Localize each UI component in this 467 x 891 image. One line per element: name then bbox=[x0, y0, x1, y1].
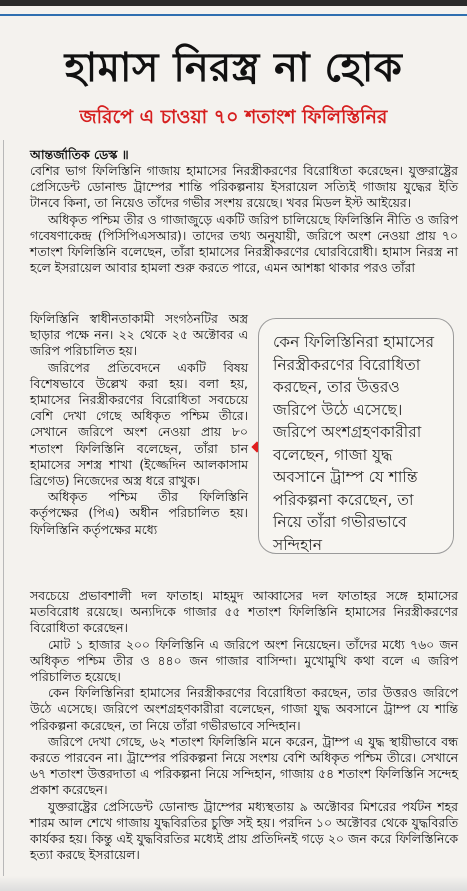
top-rule bbox=[0, 0, 467, 6]
paragraph: মোট ১ হাজার ২০০ ফিলিস্তিনি এ জরিপে অংশ নিয়েছেন। তাঁদের মধ্যে ৭৬০ জন অধিকৃত পশ্চিম তীর ও ৪৪০ জন গাজার বাসিন্দা। মুখোমুখি কথা বলে এ জরিপ পরিচালিত হয়েছে। bbox=[30, 636, 458, 685]
paragraph: সবচেয়ে প্রভাবশালী দল ফাতাহ। মাহমুদ আব্বাসের দল ফাতাহর সঙ্গে হামাসের মতবিরোধ রয়েছে। অন্যদিকে গাজার ৫৫ শতাংশ ফিলিস্তিনি হামাসের নিরস্ত্রীকরণের বিরোধিতা করেছেন। bbox=[30, 588, 458, 636]
paragraph: অধিকৃত পশ্চিম তীর ও গাজাজুড়ে একটি জরিপ চালিয়েছে ফিলিস্তিনি নীতি ও জরিপ গবেষণাকেন্দ্র (পিসিপিএসআর)। তাদের তথ্য অনুযায়ী, জরিপে অংশ নেওয়া প্রায় ৭০ শতাংশ ফিলিস্তিনি বলেছেন, তাঁরা হামাসের নিরস্ত্রীকরণের ঘোরবিরোধী। হামাস নিরস্ত্র না হলে ইসরায়েল আবার হামলা শুরু করতে পারে, এমন আশঙ্কা থাকার পরও তাঁরা bbox=[30, 211, 458, 276]
article-body-bottom bbox=[30, 588, 458, 863]
page-bottom-edge bbox=[0, 876, 467, 891]
column-divider bbox=[3, 140, 4, 880]
article-body-top bbox=[30, 163, 458, 276]
paragraph: জরিপে দেখা গেছে, ৬২ শতাংশ ফিলিস্তিনি মনে করেন, ট্রাম্প এ যুদ্ধ স্থায়ীভাবে বন্ধ করতে পারবেন না। ট্রাম্পের পরিকল্পনা নিয়ে সংশয় বেশি অধিকৃত পশ্চিম তীরে। সেখানে ৬৭ শতাংশ উত্তরদাতা এ পরিকল্পনা নিয়ে সন্দিহান, গাজায় ৫৪ শতাংশ ফিলিস্তিনি সন্দেহ প্রকাশ করেছেন। bbox=[30, 733, 458, 798]
paragraph: বেশির ভাগ ফিলিস্তিনি গাজায় হামাসের নিরস্ত্রীকরণের বিরোধিতা করেছেন। যুক্তরাষ্ট্রের প্রেসিডেন্ট ডোনাল্ড ট্রাম্পের শান্তি পরিকল্পনায় ইসরায়েল সত্যিই গাজায় যুদ্ধের ইতি টানবে কিনা, তা নিয়েও তাঁদের গভীর সংশয় রয়েছে। খবর মিডল ইস্ট আইয়ের। bbox=[30, 163, 458, 211]
paragraph: যুক্তরাষ্ট্রের প্রেসিডেন্ট ডোনাল্ড ট্রাম্পের মধ্যস্থতায় ৯ অক্টোবর মিশরের পর্যটন শহর শারম আল শেখে গাজায় যুদ্ধবিরতির চুক্তি সই হয়। পরদিন ১০ অক্টোবর থেকে যুদ্ধবিরতি কার্যকর হয়। কিন্তু এই যুদ্ধবিরতির মধ্যেই প্রায় প্রতিদিনই গড়ে ২০ জন করে ফিলিস্তিনিকে হত্যা করছে ইসরায়েল। bbox=[30, 798, 458, 863]
paragraph: অধিকৃত পশ্চিম তীর ফিলিস্তিনি কর্তৃপক্ষের (পিএ) অধীন পরিচালিত হয়। ফিলিস্তিনি কর্তৃপক্ষের মধ্যে bbox=[30, 489, 248, 537]
headline: হামাস নিরস্ত্র না হোক bbox=[64, 45, 403, 91]
top-accent-line bbox=[0, 14, 467, 16]
dateline: আন্তর্জাতিক ডেস্ক ॥ bbox=[30, 147, 129, 162]
pull-quote: কেন ফিলিস্তিনিরা হামাসের নিরস্ত্রীকরণের বিরোধিতা করছেন, তার উত্তরও জরিপে উঠে এসেছে। জরিপে অংশগ্রহণকারীরা বলেছেন, গাজা যুদ্ধ অবসানে ট্রাম্প যে শান্তি পরিকল্পনা করেছেন, তা নিয়ে তাঁরা গভীরভাবে সন্দিহান bbox=[258, 318, 454, 554]
subheadline: জরিপে এ চাওয়া ৭০ শতাংশ ফিলিস্তিনির bbox=[79, 106, 388, 128]
paragraph: কেন ফিলিস্তিনিরা হামাসের নিরস্ত্রীকরণের বিরোধিতা করছেন, তার উত্তরও জরিপে উঠে এসেছে। জরিপে অংশগ্রহণকারীরা বলেছেন, গাজা যুদ্ধ অবসানে ট্রাম্প যে শান্তি পরিকল্পনা করেছেন, তা নিয়ে তাঁরা গভীরভাবে সন্দিহান। bbox=[30, 685, 458, 733]
paragraph: জরিপের প্রতিবেদনে একটি বিষয় বিশেষভাবে উল্লেখ করা হয়। বলা হয়, হামাসের নিরস্ত্রীকরণের বিরোধিতা সবচেয়ে বেশি দেখা গেছে অধিকৃত পশ্চিম তীরে। সেখানে জরিপে অংশ নেওয়া প্রায় ৮০ শতাংশ ফিলিস্তিনি বলেছেন, তাঁরা চান হামাসের সশস্ত্র শাখা (ইজ্জেদিন আলকাসাম ব্রিগেড) নিজেদের অস্ত্র ধরে রাখুক। bbox=[30, 359, 248, 489]
paragraph: ফিলিস্তিনি স্বাধীনতাকামী সংগঠনটির অস্ত্র ছাড়ার পক্ষে নন। ২২ থেকে ২৫ অক্টোবর এ জরিপ পরিচালিত হয়। bbox=[30, 311, 248, 359]
article-body-narrow bbox=[30, 311, 248, 538]
